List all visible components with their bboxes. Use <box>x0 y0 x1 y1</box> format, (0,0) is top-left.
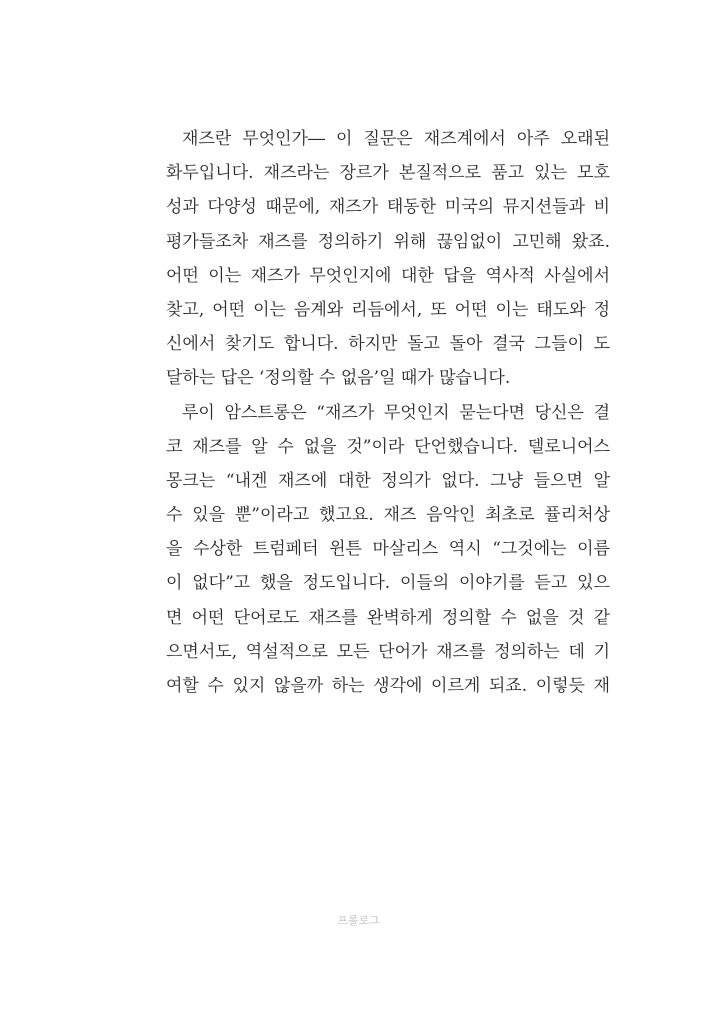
paragraph-2-line-4: 수 있을 뿐”이라고 했고요. 재즈 음악인 최초로 퓰리처상 <box>166 505 610 526</box>
paragraph-2-line-9: 여할 수 있지 않을까 하는 생각에 이르게 되죠. 이렇듯 재 <box>166 676 610 696</box>
paragraph-2-line-1: 루이 암스트롱은 “재즈가 무엇인지 묻는다면 당신은 결 <box>182 402 610 423</box>
body-text <box>166 122 610 703</box>
paragraph-1-line-1: 재즈란 무엇인가― 이 질문은 재즈계에서 아주 오래된 <box>182 129 610 149</box>
paragraph-2-line-8: 으면서도, 역설적으로 모든 단어가 재즈를 정의하는 데 기 <box>166 641 610 662</box>
paragraph-1-line-5: 어떤 이는 재즈가 무엇인지에 대한 답을 역사적 사실에서 <box>166 265 610 286</box>
paragraph-1-line-2: 화두입니다. 재즈라는 장르가 본질적으로 품고 있는 모호 <box>166 163 610 184</box>
paragraph-2-line-3: 몽크는 “내겐 재즈에 대한 정의가 없다. 그냥 들으면 알 <box>166 470 610 491</box>
paragraph-1-line-3: 성과 다양성 때문에, 재즈가 태동한 미국의 뮤지션들과 비 <box>166 197 610 218</box>
paragraph-1-line-7: 신에서 찾기도 합니다. 하지만 돌고 돌아 결국 그들이 도 <box>166 334 610 355</box>
paragraph-1-line-6: 찾고, 어떤 이는 음계와 리듬에서, 또 어떤 이는 태도와 정 <box>166 299 610 320</box>
paragraph-1-line-4: 평가들조차 재즈를 정의하기 위해 끊임없이 고민해 왔죠. <box>166 231 610 252</box>
running-footer-section-title: 프롤로그 <box>337 914 380 927</box>
paragraph-2-line-6: 이 없다”고 했을 정도입니다. 이들의 이야기를 듣고 있으 <box>166 573 610 594</box>
paragraph-2-line-7: 면 어떤 단어로도 재즈를 완벽하게 정의할 수 없을 것 같 <box>166 607 610 628</box>
paragraph-2-line-2: 코 재즈를 알 수 없을 것”이라 단언했습니다. 델로니어스 <box>166 436 610 457</box>
paragraph-1-line-8: 달하는 답은 ‘정의할 수 없음’일 때가 많습니다. <box>166 368 511 389</box>
paragraph-2-line-5: 을 수상한 트럼페터 윈튼 마살리스 역시 “그것에는 이름 <box>166 539 610 560</box>
